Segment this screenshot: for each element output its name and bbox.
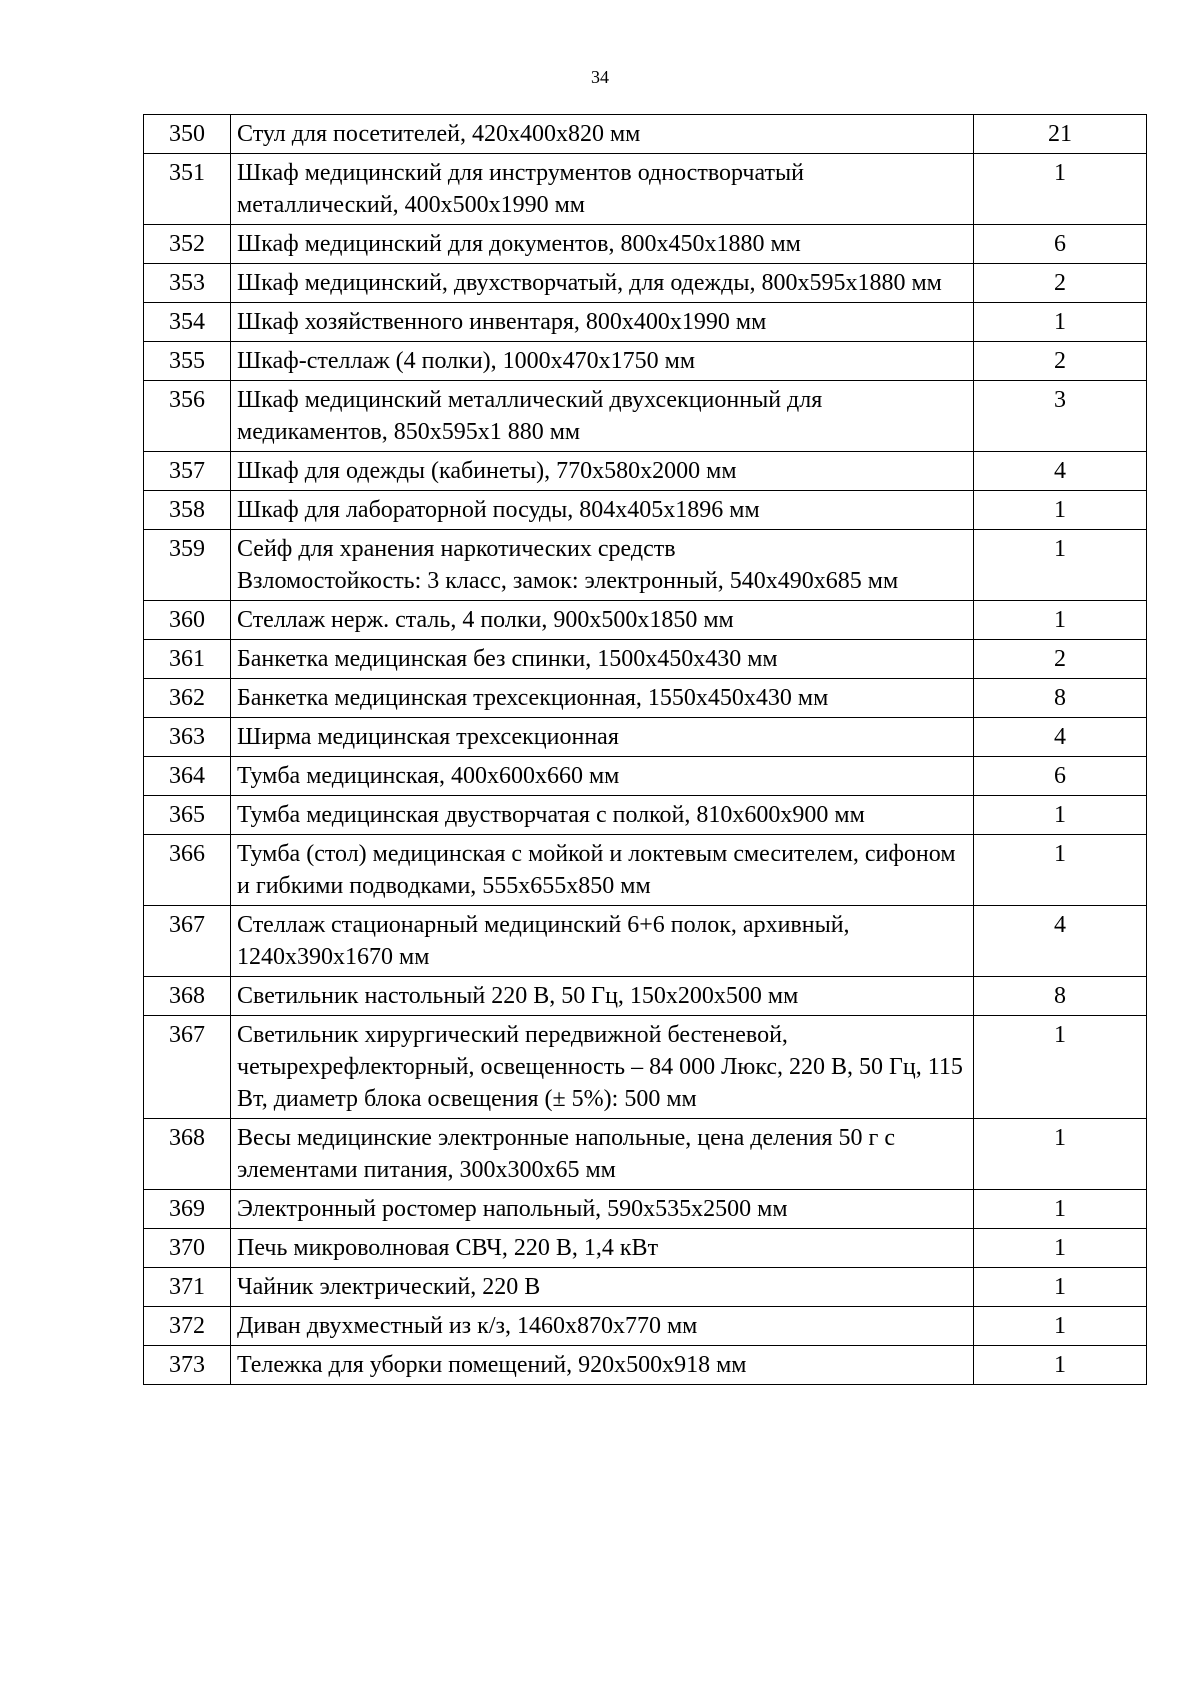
row-number-cell: 367 <box>144 1016 231 1119</box>
table-row <box>144 601 1147 640</box>
item-name-cell: Тумба медицинская двустворчатая с полкой, 810х600х900 мм <box>231 796 974 835</box>
item-name-cell: Тумба медицинская, 400х600х660 мм <box>231 757 974 796</box>
quantity-cell: 8 <box>974 977 1147 1016</box>
inventory-table <box>143 114 1147 1385</box>
quantity-cell: 6 <box>974 757 1147 796</box>
table-row <box>144 1016 1147 1119</box>
quantity-cell: 2 <box>974 342 1147 381</box>
table-row <box>144 1346 1147 1385</box>
table-row <box>144 757 1147 796</box>
table-row <box>144 906 1147 977</box>
item-name-cell: Печь микроволновая СВЧ, 220 В, 1,4 кВт <box>231 1229 974 1268</box>
item-name-cell: Диван двухместный из к/з, 1460х870х770 мм <box>231 1307 974 1346</box>
row-number-cell: 371 <box>144 1268 231 1307</box>
table-row <box>144 1307 1147 1346</box>
quantity-cell: 1 <box>974 530 1147 601</box>
row-number-cell: 357 <box>144 452 231 491</box>
item-name-cell: Шкаф для лабораторной посуды, 804х405х1896 мм <box>231 491 974 530</box>
table-row <box>144 796 1147 835</box>
table-row <box>144 264 1147 303</box>
row-number-cell: 359 <box>144 530 231 601</box>
quantity-cell: 8 <box>974 679 1147 718</box>
quantity-cell: 1 <box>974 1016 1147 1119</box>
item-name-cell: Стеллаж нерж. сталь, 4 полки, 900х500х1850 мм <box>231 601 974 640</box>
quantity-cell: 1 <box>974 796 1147 835</box>
row-number-cell: 353 <box>144 264 231 303</box>
row-number-cell: 360 <box>144 601 231 640</box>
row-number-cell: 354 <box>144 303 231 342</box>
quantity-cell: 1 <box>974 1307 1147 1346</box>
item-name-cell: Шкаф медицинский металлический двухсекционный для медикаментов, 850х595х1 880 мм <box>231 381 974 452</box>
quantity-cell: 4 <box>974 718 1147 757</box>
item-name-cell: Шкаф-стеллаж (4 полки), 1000х470х1750 мм <box>231 342 974 381</box>
row-number-cell: 361 <box>144 640 231 679</box>
row-number-cell: 356 <box>144 381 231 452</box>
row-number-cell: 364 <box>144 757 231 796</box>
row-number-cell: 373 <box>144 1346 231 1385</box>
row-number-cell: 365 <box>144 796 231 835</box>
row-number-cell: 367 <box>144 906 231 977</box>
row-number-cell: 372 <box>144 1307 231 1346</box>
item-name-cell: Стеллаж стационарный медицинский 6+6 полок, архивный, 1240х390х1670 мм <box>231 906 974 977</box>
row-number-cell: 363 <box>144 718 231 757</box>
table-row <box>144 1229 1147 1268</box>
item-name-cell: Стул для посетителей, 420х400х820 мм <box>231 115 974 154</box>
quantity-cell: 1 <box>974 1190 1147 1229</box>
quantity-cell: 1 <box>974 1229 1147 1268</box>
table-row <box>144 1190 1147 1229</box>
quantity-cell: 1 <box>974 154 1147 225</box>
page-number: 34 <box>591 67 609 87</box>
item-name-cell: Шкаф хозяйственного инвентаря, 800х400х1990 мм <box>231 303 974 342</box>
item-name-cell: Тумба (стол) медицинская с мойкой и локтевым смесителем, сифоном и гибкими подводками, 555х655х850 мм <box>231 835 974 906</box>
table-row <box>144 115 1147 154</box>
quantity-cell: 1 <box>974 491 1147 530</box>
quantity-cell: 3 <box>974 381 1147 452</box>
item-name-cell: Шкаф медицинский для документов, 800х450х1880 мм <box>231 225 974 264</box>
item-name-cell: Тележка для уборки помещений, 920х500х918 мм <box>231 1346 974 1385</box>
item-name-cell: Банкетка медицинская трехсекционная, 1550х450х430 мм <box>231 679 974 718</box>
table-row <box>144 154 1147 225</box>
item-name-cell: Шкаф для одежды (кабинеты), 770х580х2000 мм <box>231 452 974 491</box>
table-row <box>144 1268 1147 1307</box>
row-number-cell: 358 <box>144 491 231 530</box>
row-number-cell: 352 <box>144 225 231 264</box>
item-name-cell: Светильник настольный 220 В, 50 Гц, 150х200х500 мм <box>231 977 974 1016</box>
item-name-cell: Ширма медицинская трехсекционная <box>231 718 974 757</box>
quantity-cell: 1 <box>974 601 1147 640</box>
quantity-cell: 2 <box>974 640 1147 679</box>
item-name-cell: Банкетка медицинская без спинки, 1500х450х430 мм <box>231 640 974 679</box>
quantity-cell: 1 <box>974 1119 1147 1190</box>
table-row <box>144 491 1147 530</box>
row-number-cell: 366 <box>144 835 231 906</box>
row-number-cell: 351 <box>144 154 231 225</box>
item-name-cell: Электронный ростомер напольный, 590х535х2500 мм <box>231 1190 974 1229</box>
table-row <box>144 640 1147 679</box>
table-row <box>144 835 1147 906</box>
row-number-cell: 369 <box>144 1190 231 1229</box>
row-number-cell: 350 <box>144 115 231 154</box>
row-number-cell: 368 <box>144 1119 231 1190</box>
quantity-cell: 4 <box>974 906 1147 977</box>
item-name-cell: Светильник хирургический передвижной бестеневой, четырехрефлекторный, освещенность – 84 000 Люкс, 220 В, 50 Гц, 115 Вт, диаметр блока освещения (± 5%): 500 мм <box>231 1016 974 1119</box>
row-number-cell: 370 <box>144 1229 231 1268</box>
quantity-cell: 4 <box>974 452 1147 491</box>
table-row <box>144 679 1147 718</box>
table-row <box>144 225 1147 264</box>
table-row <box>144 977 1147 1016</box>
item-name-cell: Весы медицинские электронные напольные, цена деления 50 г с элементами питания, 300х300х65 мм <box>231 1119 974 1190</box>
quantity-cell: 1 <box>974 1346 1147 1385</box>
item-name-cell: Шкаф медицинский, двухстворчатый, для одежды, 800х595х1880 мм <box>231 264 974 303</box>
row-number-cell: 355 <box>144 342 231 381</box>
table-row <box>144 381 1147 452</box>
table-row <box>144 452 1147 491</box>
quantity-cell: 1 <box>974 303 1147 342</box>
quantity-cell: 1 <box>974 835 1147 906</box>
item-name-cell: Чайник электрический, 220 В <box>231 1268 974 1307</box>
quantity-cell: 6 <box>974 225 1147 264</box>
item-name-cell: Шкаф медицинский для инструментов одностворчатый металлический, 400х500х1990 мм <box>231 154 974 225</box>
table-row <box>144 303 1147 342</box>
table-row <box>144 342 1147 381</box>
row-number-cell: 368 <box>144 977 231 1016</box>
table-row <box>144 718 1147 757</box>
quantity-cell: 2 <box>974 264 1147 303</box>
row-number-cell: 362 <box>144 679 231 718</box>
table-row <box>144 1119 1147 1190</box>
quantity-cell: 1 <box>974 1268 1147 1307</box>
inventory-table-body <box>144 115 1147 1385</box>
quantity-cell: 21 <box>974 115 1147 154</box>
item-name-cell: Сейф для хранения наркотических средств Взломостойкость: 3 класс, замок: электронный, 540х490х685 мм <box>231 530 974 601</box>
table-row <box>144 530 1147 601</box>
